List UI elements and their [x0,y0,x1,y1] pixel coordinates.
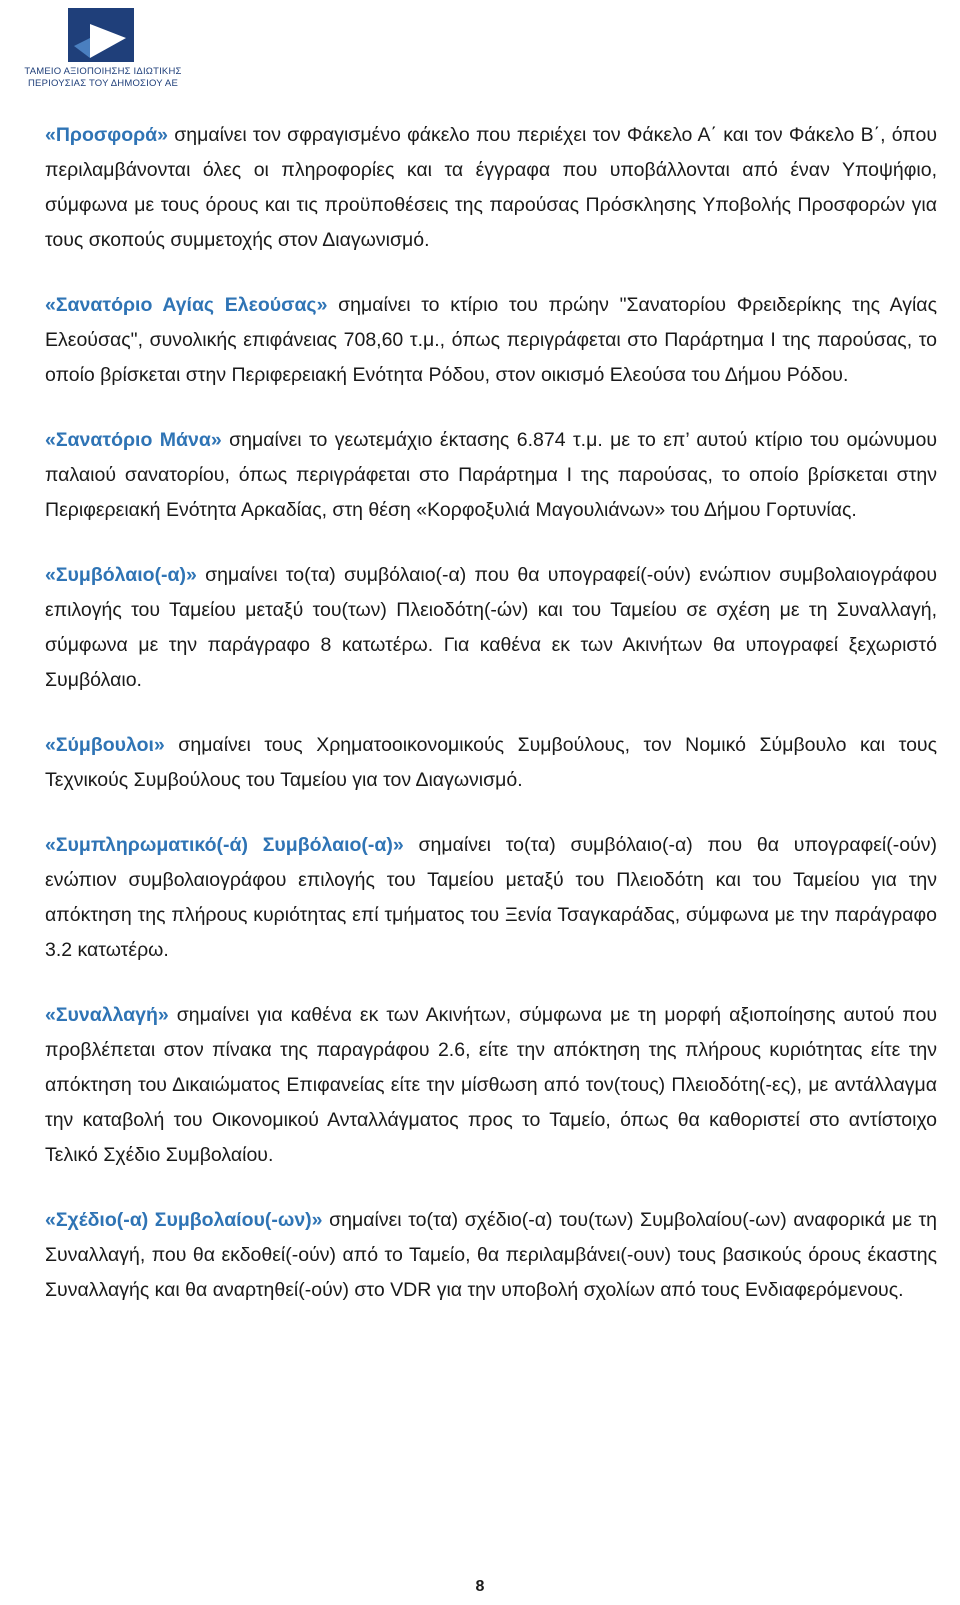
definitions-list [45,118,937,1338]
hradf-logo-text [8,66,198,90]
definition-term: «Σανατόριο Μάνα» [45,429,222,451]
definition-synallagi [45,998,937,1173]
definition-text: σημαίνει το(τα) σχέδιο(-α) του(των) Συμβολαίου(-ων) αναφορικά με τη Συναλλαγή, που θα εκδοθεί(-ούν) από το Ταμείο, θα περιλαμβάνει(-ουν) τους βασικούς όρους έκαστης Συναλλαγής και θα αναρτηθεί(-ούν) στο VDR για την υποβολή σχολίων από τους Ενδιαφερόμενους. [45,1209,938,1301]
definition-sanatorio-agias-eleousas [45,288,937,393]
definition-symvolaio [45,558,937,698]
definition-prosfora [45,118,937,258]
definition-text: σημαίνει τους Χρηματοοικονομικούς Συμβούλους, τον Νομικό Σύμβουλο και τους Τεχνικούς Συμβούλους του Ταμείου για τον Διαγωνισμό. [45,734,937,791]
page-number: 8 [475,1578,485,1595]
definition-sympliromatiko-symvolaio [45,828,937,968]
definition-text: σημαίνει τον σφραγισμένο φάκελο που περιέχει τον Φάκελο Α΄ και τον Φάκελο Β΄, όπου περιλαμβάνονται όλες οι πληροφορίες και τα έγγραφα που υποβάλλονται από έναν Υποψήφιο, σύμφωνα με τους όρους και τις προϋποθέσεις της παρούσας Πρόσκλησης Υποβολής Προσφορών για τους σκοπούς συμμετοχής στον Διαγωνισμό. [45,124,937,251]
definition-text: σημαίνει για καθένα εκ των Ακινήτων, σύμφωνα με τη μορφή αξιοποίησης αυτού που προβλέπεται στον πίνακα της παραγράφου 2.6, είτε την απόκτηση της πλήρους κυριότητας είτε την απόκτηση του Δικαιώματος Επιφανείας είτε την μίσθωση από τον(τους) Πλειοδότη(-ες), με αντάλλαγμα την καταβολή του Οικονομικού Ανταλλάγματος προς το Ταμείο, όπως θα καθοριστεί στο αντίστοιχο Τελικό Σχέδιο Συμβολαίου. [45,1004,937,1166]
definition-term: «Συναλλαγή» [45,1004,169,1026]
hradf-logo [8,6,198,96]
definition-text: σημαίνει το(τα) συμβόλαιο(-α) που θα υπογραφεί(-ούν) ενώπιον συμβολαιογράφου επιλογής του Ταμείου μεταξύ του(των) Πλειοδότη(-ών) και του Ταμείου σε σχέση με τη Συναλλαγή, σύμφωνα με την παράγραφο 8 κατωτέρω. Για καθένα εκ των Ακινήτων θα υπογραφεί ξεχωριστό Συμβόλαιο. [45,564,937,691]
definition-text: σημαίνει το κτίριο του πρώην "Σανατορίου Φρειδερίκης της Αγίας Ελεούσας", συνολικής επιφάνειας 708,60 τ.μ., όπως περιγράφεται στο Παράρτημα Ι της παρούσας, το οποίο βρίσκεται στην Περιφερειακή Ενότητα Ρόδου, στον οικισμό Ελεούσα του Δήμου Ρόδου. [45,294,937,386]
definition-term: «Συμβόλαιο(-α)» [45,564,197,586]
definition-term: «Σχέδιο(-α) Συμβολαίου(-ων)» [45,1209,323,1231]
logo-line-2: ΠΕΡΙΟΥΣΙΑΣ ΤΟΥ ΔΗΜΟΣΙΟΥ ΑΕ [27,78,179,89]
definition-term: «Συμπληρωματικό(-ά) Συμβόλαιο(-α)» [45,834,404,856]
definition-sanatorio-mana [45,423,937,528]
definition-term: «Σανατόριο Αγίας Ελεούσας» [45,294,328,316]
definition-symvouloi [45,728,937,798]
definition-text: σημαίνει το(τα) συμβόλαιο(-α) που θα υπογραφεί(-ούν) ενώπιον συμβολαιογράφου επιλογής του Ταμείου μεταξύ του Πλειοδότη και του Ταμείου για την απόκτηση της πλήρους κυριότητας επί τμήματος του Ξενία Τσαγκαράδας, σύμφωνα με την παράγραφο 3.2 κατωτέρω. [45,834,937,961]
hradf-logo-mark-icon [68,8,134,62]
definition-text: σημαίνει το γεωτεμάχιο έκτασης 6.874 τ.μ. με το επ’ αυτού κτίριο του ομώνυμου παλαιού σανατορίου, όπως περιγράφεται στο Παράρτημα Ι της παρούσας, το οποίο βρίσκεται στην Περιφερειακή Ενότητα Αρκαδίας, στη θέση «Κορφοξυλιά Μαγουλιάνων» του Δήμου Γορτυνίας. [45,429,938,521]
definition-schedio-symvolaiou [45,1203,937,1308]
logo-line-1: ΤΑΜΕΙΟ ΑΞΙΟΠΟΙΗΣΗΣ ΙΔΙΩΤΙΚΗΣ [24,66,182,77]
definition-term: «Προσφορά» [45,124,168,146]
definition-term: «Σύμβουλοι» [45,734,165,756]
